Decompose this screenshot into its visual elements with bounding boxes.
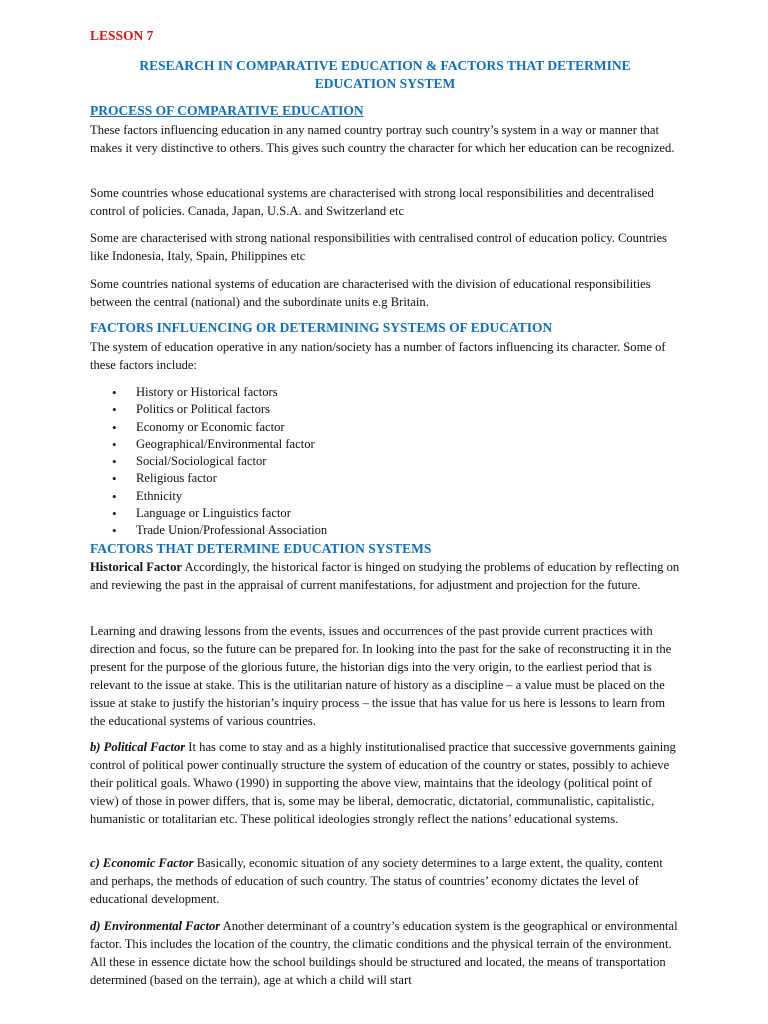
environmental-factor-lead: d) Environmental Factor: [90, 919, 221, 933]
paragraph-factors-character: These factors influencing education in any named country portray such country’s system in a way or manner that makes it very distinctive to others. This gives such country the character for which her education can be recognized.: [90, 123, 675, 155]
political-factor-text: It has come to stay and as a highly institutionalised practice that successive governments gaining control of political power continually structure the system of education of the country or states, possibly to achieve their political goals. Whawo (1990) in supporting the above view, maintains that the ideology (political point of view) of those in power differs, that is, some may be liberal, democratic, dictatorial, communalistic, capitalistic, humanistic or totalitarian etc. These political ideologies strongly reflect the nations’ educational systems.: [90, 740, 676, 826]
factors-list: [112, 384, 327, 540]
list-item: • Religious factor: [112, 470, 327, 487]
paragraph-environmental-factor: [90, 917, 680, 989]
historical-factor-text: Accordingly, the historical factor is hinged on studying the problems of education by reflecting on and reviewing the past in the appraisal of current manifestations, for adjustment and projection for the future.: [90, 560, 680, 592]
list-item: • History or Historical factors: [112, 384, 327, 401]
paragraph-historical-lessons: Learning and drawing lessons from the events, issues and occurrences of the past provide current practices with direction and focus, so the future can be prepared for. In looking into the past for the sake of reconstructing it in the present for the purpose of the glorious future, the historian digs into the very origin, to the earliest period that is relevant to the issue at stake. This is the utilitarian nature of history as a discipline – a value must be placed on the issue at stake to justify the historian’s inquiry process – the issue that has value for us here is lessons to learn from the educational systems of various countries.: [90, 624, 672, 728]
list-item: • Economy or Economic factor: [112, 419, 327, 436]
heading-factors-determine: FACTORS THAT DETERMINE EDUCATION SYSTEMS: [90, 541, 432, 556]
political-factor-lead: b) Political Factor: [90, 740, 186, 754]
list-item: • Politics or Political factors: [112, 401, 327, 418]
list-item: • Language or Linguistics factor: [112, 505, 327, 522]
paragraph-centralised: Some are characterised with strong national responsibilities with centralised control of education policy. Countries like Indonesia, Italy, Spain, Philippines etc: [90, 231, 667, 263]
lesson-label: LESSON 7: [90, 28, 154, 43]
historical-factor-lead: Historical Factor: [90, 560, 182, 574]
paragraph-economic-factor: [90, 854, 680, 908]
heading-process-of-comparative-education: PROCESS OF COMPARATIVE EDUCATION: [90, 103, 364, 118]
list-item: • Trade Union/Professional Association: [112, 522, 327, 539]
paragraph-political-factor: [90, 738, 680, 828]
paragraph-division: Some countries national systems of education are characterised with the division of educational responsibilities between the central (national) and the subordinate units e.g Britain.: [90, 277, 651, 309]
paragraph-historical-factor: [90, 558, 680, 594]
list-item: • Ethnicity: [112, 488, 327, 505]
paragraph-decentralised: Some countries whose educational systems are characterised with strong local responsibilities and decentralised control of policies. Canada, Japan, U.S.A. and Switzerland etc: [90, 186, 654, 218]
title-line-1: RESEARCH IN COMPARATIVE EDUCATION & FACTORS THAT DETERMINE: [139, 58, 631, 73]
economic-factor-lead: c) Economic Factor: [90, 856, 194, 870]
list-item: • Geographical/Environmental factor: [112, 436, 327, 453]
environmental-factor-text: Another determinant of a country’s education system is the geographical or environmental factor. This includes the location of the country, the climatic conditions and the physical terrain of the environment. All these in essence dictate how the school buildings should be structured and located, the means of transportation determined (based on the terrain), age at which a child will start: [90, 919, 678, 987]
title-line-2: EDUCATION SYSTEM: [314, 76, 456, 91]
list-item: • Social/Sociological factor: [112, 453, 327, 470]
heading-factors-influencing: FACTORS INFLUENCING OR DETERMINING SYSTEMS OF EDUCATION: [90, 320, 553, 335]
document-title: [90, 57, 680, 93]
paragraph-factors-intro: The system of education operative in any nation/society has a number of factors influencing its character. Some of these factors include:: [90, 340, 666, 372]
economic-factor-text: Basically, economic situation of any society determines to a large extent, the quality, content and perhaps, the methods of education of such country. The status of countries’ economy dictates the level of educational development.: [90, 856, 663, 906]
